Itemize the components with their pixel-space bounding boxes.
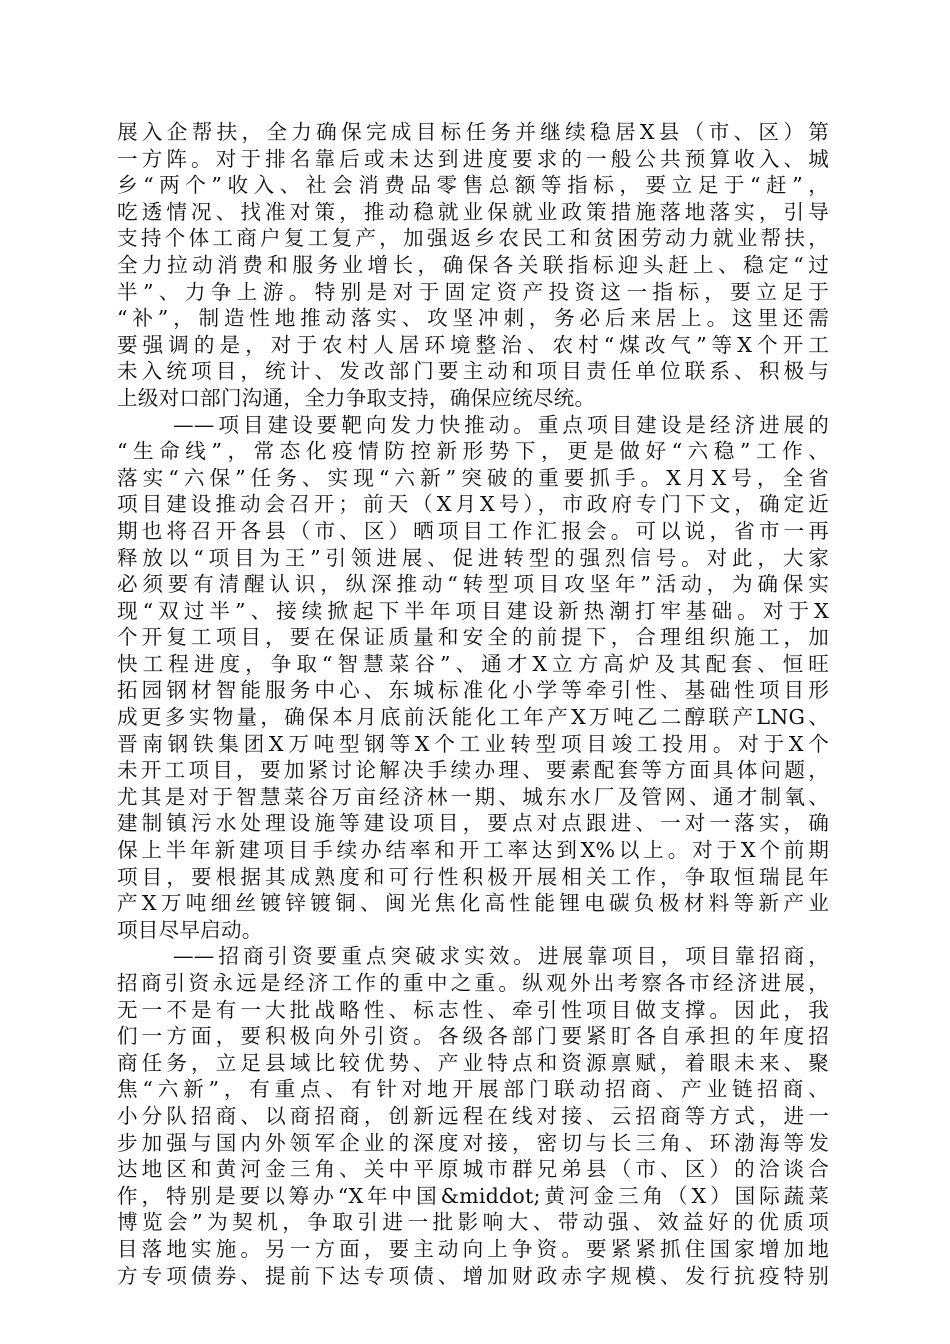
text-line: 半”、力争上游。特别是对于固定资产投资这一指标，要立足于 — [117, 279, 829, 304]
text-line: “生命线”，常态化疫情防控新形势下，更是做好“六稳”工作、 — [117, 439, 829, 464]
text-line: 期也将召开各县（市、区）晒项目工作汇报会。可以说，省市一再 — [117, 518, 829, 543]
text-line: 项目建设推动会召开；前天（X月X号），市政府专门下文，确定近 — [117, 492, 829, 517]
body-text — [117, 119, 829, 1289]
text-line: 步加强与国内外领军企业的深度对接，密切与长三角、环渤海等发 — [117, 1130, 829, 1155]
text-line: 成更多实物量，确保本月底前沃能化工年产X万吨乙二醇联产LNG、 — [117, 705, 829, 730]
text-line: 作，特别是要以筹办“X年中国&middot;黄河金三角（X）国际蔬菜 — [117, 1183, 829, 1208]
text-line: “补”，制造性地推动落实、攻坚冲刺，务必后来居上。这里还需 — [117, 306, 829, 331]
text-line: 达地区和黄河金三角、关中平原城市群兄弟县（市、区）的洽谈合 — [117, 1157, 829, 1182]
paragraph-start-line: ——招商引资要重点突破求实效。进展靠项目，项目靠招商， — [173, 944, 829, 969]
text-line: 无一不是有一大批战略性、标志性、牵引性项目做支撑。因此，我 — [117, 997, 829, 1022]
text-line: 快工程进度，争取“智慧菜谷”、通才X立方高炉及其配套、恒旺 — [117, 651, 829, 676]
text-line: 吃透情况、找准对策，推动稳就业保就业政策措施落地落实，引导 — [117, 199, 829, 224]
text-line: 商任务，立足县域比较优势、产业特点和资源禀赋，着眼未来、聚 — [117, 1050, 829, 1075]
text-line: 落实“六保”任务、实现“六新”突破的重要抓手。X月X号，全省 — [117, 465, 829, 490]
text-line: 目落地实施。另一方面，要主动向上争资。要紧紧抓住国家增加地 — [117, 1236, 829, 1261]
paragraph-start-line: ——项目建设要靶向发力快推动。重点项目建设是经济进展的 — [173, 412, 829, 437]
text-line: 尤其是对于智慧菜谷万亩经济林一期、城东水厂及管网、通才制氧、 — [117, 784, 829, 809]
text-line: 们一方面，要积极向外引资。各级各部门要紧盯各自承担的年度招 — [117, 1024, 829, 1049]
text-line: 产X万吨细丝镀锌镀铜、闽光焦化高性能锂电碳负极材料等新产业 — [117, 891, 829, 916]
text-line: 支持个体工商户复工复产，加强返乡农民工和贫困劳动力就业帮扶， — [117, 226, 829, 251]
text-line: 乡“两个”收入、社会消费品零售总额等指标，要立足于“赶”， — [117, 173, 829, 198]
text-line: 建制镇污水处理设施等建设项目，要点对点跟进、一对一落实，确 — [117, 811, 829, 836]
text-line: 必须要有清醒认识，纵深推动“转型项目攻坚年”活动，为确保实 — [117, 572, 829, 597]
text-line: 一方阵。对于排名靠后或未达到进度要求的一般公共预算收入、城 — [117, 146, 829, 171]
text-line: 要强调的是，对于农村人居环境整治、农村“煤改气”等X个开工 — [117, 332, 829, 357]
text-line: 个开复工项目，要在保证质量和安全的前提下，合理组织施工，加 — [117, 625, 829, 650]
text-line: 展入企帮扶，全力确保完成目标任务并继续稳居X县（市、区）第 — [117, 120, 829, 144]
text-line: 招商引资永远是经济工作的重中之重。纵观外出考察各市经济进展， — [117, 971, 829, 995]
text-line: 全力拉动消费和服务业增长，确保各关联指标迎头赶上、稳定“过 — [117, 252, 829, 277]
text-line: 保上半年新建项目手续办结率和开工率达到X%以上。对于X个前期 — [117, 838, 829, 863]
text-line: 博览会”为契机，争取引进一批影响大、带动强、效益好的优质项 — [117, 1210, 829, 1235]
text-line: 未开工项目，要加紧讨论解决手续办理、要素配套等方面具体问题， — [117, 758, 829, 783]
text-line: 小分队招商、以商招商，创新远程在线对接、云招商等方式，进一 — [117, 1103, 829, 1128]
text-line: 项目尽早启动。 — [117, 917, 263, 942]
text-line: 释放以“项目为王”引领进展、促进转型的强烈信号。对此，大家 — [117, 545, 829, 570]
text-line: 上级对口部门沟通，全力争取支持，确保应统尽统。 — [117, 385, 596, 410]
text-line: 项目，要根据其成熟度和可行性积极开展相关工作，争取恒瑞昆年 — [117, 864, 829, 889]
text-line: 晋南钢铁集团X万吨型钢等X个工业转型项目竣工投用。对于X个 — [117, 731, 829, 756]
text-line: 未入统项目，统计、发改部门要主动和项目责任单位联系、积极与 — [117, 359, 829, 384]
text-line: 方专项债券、提前下达专项债、增加财政赤字规模、发行抗疫特别 — [117, 1263, 829, 1288]
text-line: 现“双过半”、接续掀起下半年项目建设新热潮打牢基础。对于X — [117, 598, 829, 623]
text-line: 焦“六新”，有重点、有针对地开展部门联动招商、产业链招商、 — [117, 1077, 829, 1102]
text-line: 拓园钢材智能服务中心、东城标准化小学等牵引性、基础性项目形 — [117, 678, 829, 703]
